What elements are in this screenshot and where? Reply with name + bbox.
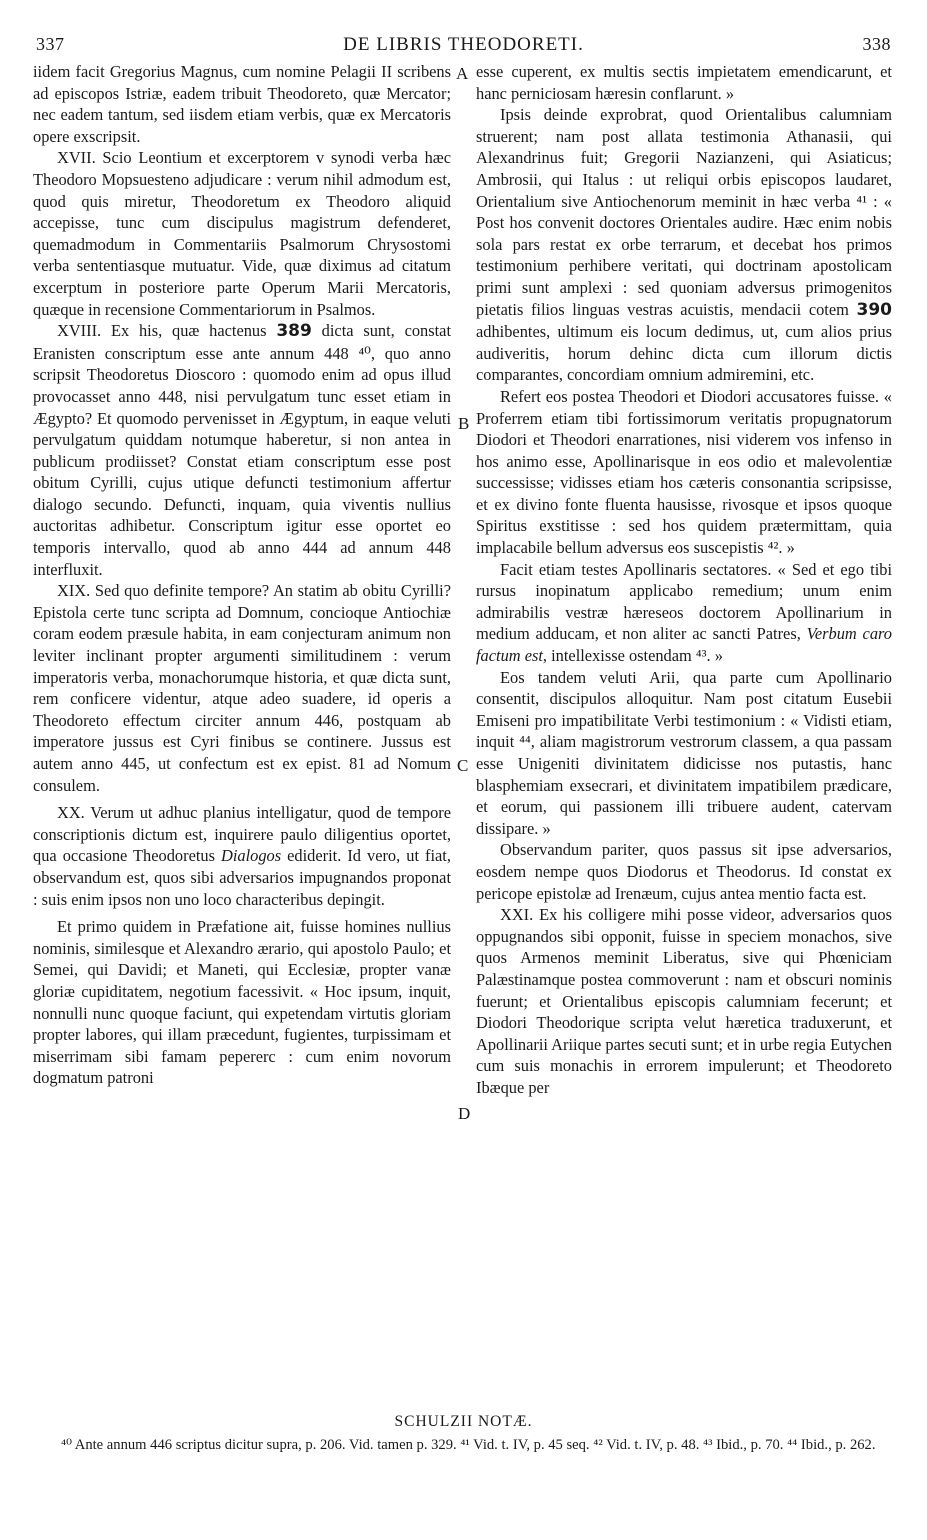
- paragraph-orientales-start: Ipsis deinde exprobrat, quod Orientalibus calumniam struerent; nam post allata testimonia Athanasii, qui Alexandrinus fuit; Gregorii Nazianzeni, qui Asiaticus; Ambrosii, qui Italus : ut reliqui orbis episcopos laudaret, Orientalium sive Antiochenorum meminit in hæc verba ⁴¹ : « Post hos convenit doctores Orientales audire. Hæc enim nobis sola pars restat ex orbe terrarum, et decebat hos primos testimonium perhibere veritati, qui doctrinam apostolicam primi sunt amplexi : sed quoniam adversus primogenitos pietatis filios linguas vestras acuistis, mendacii cotem: [476, 105, 892, 319]
- paragraph-apollinaris-start: Facit etiam testes Apollinaris sectatores. « Sed et ego tibi rursus inopinatum applicabo remedium; unum enim admirabilis vestræ hæreseos doctorem Apollinarium in medium adducam, et non aliter ac sancti Patres,: [476, 559, 892, 644]
- paragraph-xviii-rest: dicta sunt, constat Eranisten conscriptum esse ante annum 448 ⁴⁰, quo anno scripsit Theodoretus Dioscoro : quomodo enim ad opus illud provocasset anno 448, nisi pervulgatum tunc esset etiam in Ægypto? Et quomodo pervenisset in Ægyptum, in eaque veluti pervulgatum quiddam notumque haberetur, si non antea in publicum prodiisset? Constat etiam conscriptum esse post obitum Cyrilli, cujus utique defuncti testimonium affertur dialogo secundo. Defuncti, inquam, quia viventis nullius auctoritas adhibetur. Conscriptum igitur esse oportet eo temporis intervallo, quod ab anno 444 ad annum 448 interfluxit.: [33, 321, 452, 579]
- page-number-left: 337: [36, 34, 65, 54]
- paragraph-apollinaris: [476, 559, 892, 667]
- paragraph-xviii-start: XVIII. Ex his, quæ hactenus: [57, 321, 267, 341]
- margin-letter-d: D: [458, 1104, 471, 1123]
- paragraph-orientales: [476, 104, 892, 386]
- paragraph-xix: XIX. Sed quo definite tempore? An statim ab obitu Cyrilli? Epistola certe tunc scripta ad Domnum, concioque Antiochiæ coram eodem præsule habita, in eam conjecturam animum non leviter inclinant propter argumenti similitudinem : verum imperatoris verba, monachorumque historia, et quæ dicta sunt, rem conficere videntur, atque adeo suadere, id operis a Theodoreto effectum circiter annum 446, postquam ab imperatore jussus est Cyri finibus se continere. Jussus est autem anno 445, ut confectum est ex epist. 81 ad Nomum consulem.: [33, 581, 451, 795]
- paragraph-accusatores: Refert eos postea Theodori et Diodori accusatores fuisse. « Proferrem etiam tibi fortissimorum veritatis propugnatorum Diodori et Theodori enarrationes, nisi viderem vos infenso in hos animo esse, Apollinarisque in eos odio et malevolentiæ successisse; vidisses etiam hos cæteris consonantia scripsisse, et ex divino fonte fluenta hausisse, rivosque et ipsos quoque Spiritus exstitisse : sed hos quidem prætermittam, quia implacabile bellum adversus eos suscepistis ⁴². »: [476, 386, 892, 558]
- paragraph-xx: [33, 802, 451, 910]
- edition-page-marker-389: 389: [276, 321, 312, 342]
- paragraph-continued-right: esse cuperent, ex multis sectis impietatem emendicarunt, et hanc perniciosam hæresin conflarunt. »: [476, 62, 892, 103]
- verbum-caro-quote: Verbum caro factum est: [476, 624, 892, 666]
- paragraph-xxi: XXI. Ex his colligere mihi posse videor, adversarios quos oppugnandos sibi opponit, fuisse in speciem monachos, sive quos Armenos meminit Liberatus, sive qui Phœniciam Palæstinamque postea commoverunt : nam et obscuri nominis fuerunt; et Orientalibus episcopis calumniam fecerunt; et Diodori Theodorique scripta velut hæretica traduxerunt, et Apollinarii Ariique partes secuti sunt; et in urbe regia Eutychen cum suis monachis in errorem impulerunt; et Theodoreto Ibæque per: [476, 905, 892, 1097]
- running-header: [0, 34, 927, 60]
- footnotes: [33, 1436, 895, 1456]
- paragraph-xvii: XVII. Scio Leontium et excerptorem v synodi verba hæc Theodoro Mopsuesteno adjudicare : verum nihil admodum est, quod quis miretur, Theodoretum ex Theodoro aliquid accepisse, tunc cum discipulus magistrum defenderet, quemadmodum in Commentariis Psalmorum Chrysostomi verba sententiasque mutuatur. Vide, quæ diximus ad citatum excerptum in posteriore parte Operum Marii Mercatoris, quæque in recensione Commentariorum in Psalmos.: [33, 148, 451, 319]
- edition-page-marker-390: 390: [856, 299, 892, 320]
- dialogos-title: Dialogos: [221, 846, 282, 866]
- paragraph-xx-start: XX. Verum ut adhuc planius intelligatur, quod de tempore conscriptionis dictum est, inquirere paulo diligentius oportet, qua occasione Theodoretus: [33, 803, 451, 866]
- margin-letter-a: A: [456, 64, 469, 83]
- paragraph-xviii: [33, 320, 451, 580]
- footnotes-text: ⁴⁰ Ante annum 446 scriptus dicitur supra, p. 206. Vid. tamen p. 329. ⁴¹ Vid. t. IV, p. 45 seq. ⁴² Vid. t. IV, p. 48. ⁴³ Ibid., p. 70. ⁴⁴ Ibid., p. 262.: [61, 1437, 876, 1453]
- margin-letter-b: B: [458, 414, 470, 433]
- paragraph-arii: Eos tandem veluti Arii, qua parte cum Apollinario consentit, discipulos alloquitur. Nam post citatum Eusebii Emiseni pro impatibilitate Verbi testimonium : « Vidisti etiam, inquit ⁴⁴, aliam magistrorum vestrorum classem, a qua passam esse Unigeniti divinitatem didicisse nos putastis, hanc blasphemiam exsecrari, et divinitatem impatibilem prædicare, et eorum, qui passionem illi tribuere audent, catervam dissipare. »: [476, 667, 892, 838]
- page-number-right: 338: [862, 34, 891, 54]
- paragraph-continued: iidem facit Gregorius Magnus, cum nomine Pelagii II scribens ad episcopos Istriæ, eadem tribuit Theodoreto, quæ Mercator; nec eadem tantum, sed iisdem etiam verbis, quæ ex Mercatoris opere exscripsit.: [33, 62, 451, 146]
- right-column: [476, 61, 892, 1099]
- margin-letter-c: C: [457, 756, 469, 775]
- running-title: DE LIBRIS THEODORETI.: [343, 34, 584, 55]
- paragraph-orientales-rest: adhibentes, ultimum eis locum dedimus, ut, cum alios prius audiveritis, horum dehinc dicta cum illorum dictis comparantes, concordiam omnium admiremini, etc.: [476, 322, 892, 385]
- notes-title: SCHULZII NOTÆ.: [394, 1413, 533, 1430]
- paragraph-xx-rest: ediderit. Id vero, ut fiat, observandum est, quos sibi adversarios impugnandos proponat : suis enim ipsos non uno loco characteribus depingit.: [33, 846, 451, 909]
- paragraph-observandum: Observandum pariter, quos passus sit ipse adversarios, eosdem nempe quos Diodorus et Theodorus. Id constat ex pericope epistolæ ad Irenæum, cujus antea mentio facta est.: [476, 840, 892, 903]
- left-column: [33, 61, 451, 1089]
- paragraph-apollinaris-rest: , intellexisse ostendam ⁴³. »: [542, 646, 723, 666]
- paragraph-praefatio: Et primo quidem in Præfatione ait, fuisse homines nullius nominis, similesque et Alexandro ærario, qui apostolo Paulo; et Semei, qui Davidi; et Maneti, qui Ecclesiæ, propter vanæ gloriæ cupiditatem, negotium facessivit. « Hoc ipsum, inquit, nonnulli nunc quoque faciunt, qui expetendam virtutis gloriam propter labores, qui illam præcedunt, fugientes, turpissimam et miserrimam sibi famam pepererc : cum enim novorum dogmatum patroni: [33, 917, 451, 1088]
